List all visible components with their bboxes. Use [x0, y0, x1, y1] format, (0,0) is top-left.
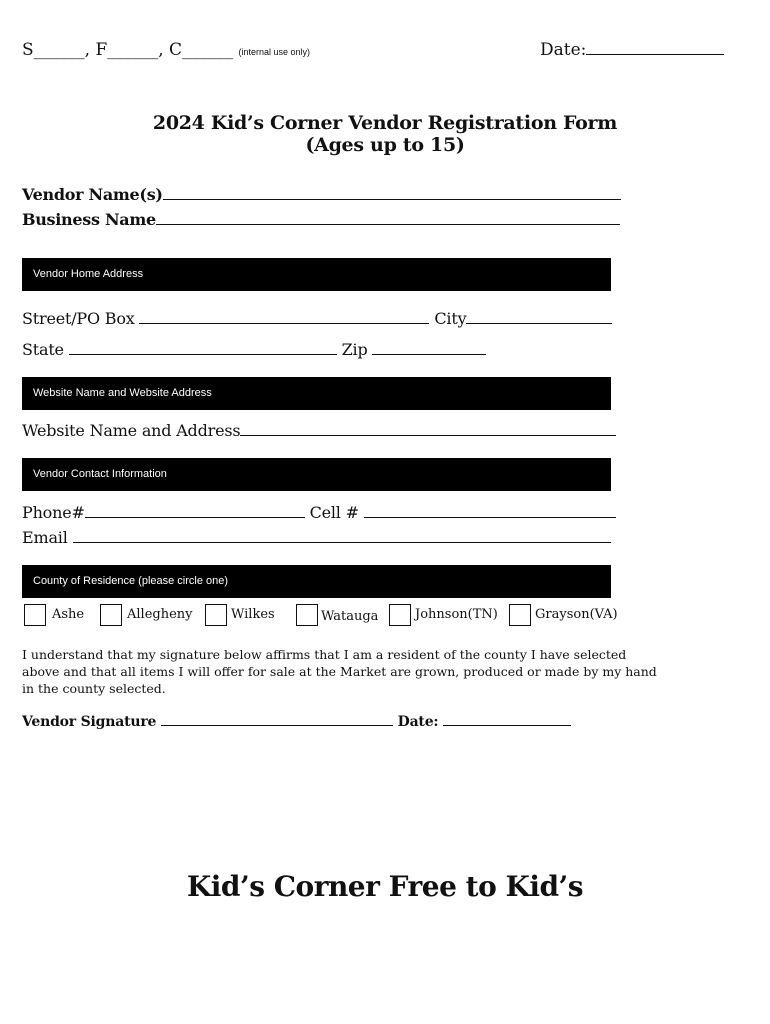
- checkbox-allegheny[interactable]: [100, 604, 122, 626]
- signature-label: Vendor Signature: [22, 714, 157, 730]
- county-label-watauga: Watauga: [321, 609, 379, 624]
- street-label: Street/PO Box: [22, 309, 135, 328]
- signature-row: [22, 712, 571, 730]
- state-field[interactable]: [69, 341, 337, 355]
- checkbox-ashe[interactable]: [24, 604, 46, 626]
- state-row: [22, 340, 486, 359]
- city-label: City: [434, 309, 467, 328]
- section-county: County of Residence (please circle one): [22, 565, 611, 598]
- business-name-label: Business Name: [22, 210, 156, 229]
- internal-codes-text: S______, F______, C______: [22, 40, 234, 60]
- checkbox-wilkes[interactable]: [205, 604, 227, 626]
- zip-label: Zip: [341, 340, 368, 359]
- phone-row: [22, 503, 616, 522]
- form-title-line2: (Ages up to 15): [305, 134, 465, 156]
- affirmation-text: I understand that my signature below affirms that I am a resident of the county I have selected above and that all items I will offer for sale at the Market are grown, produced or made by my hand in the county selected.: [22, 647, 657, 696]
- phone-field[interactable]: [85, 504, 305, 518]
- website-label: Website Name and Address: [22, 421, 241, 440]
- section-website: Website Name and Website Address: [22, 377, 611, 410]
- vendor-names-field[interactable]: [163, 186, 621, 200]
- website-field[interactable]: [240, 422, 616, 436]
- street-field[interactable]: [139, 310, 429, 324]
- cell-label: Cell #: [309, 503, 359, 522]
- county-label-allegheny: Allegheny: [127, 607, 193, 622]
- phone-label: Phone#: [22, 503, 85, 522]
- form-title-line1: 2024 Kid’s Corner Vendor Registration Form: [152, 112, 618, 134]
- top-date-label: Date:: [540, 40, 587, 60]
- email-field[interactable]: [73, 529, 611, 543]
- vendor-names-label: Vendor Name(s): [22, 185, 163, 204]
- section-home-address: Vendor Home Address: [22, 258, 611, 291]
- checkbox-johnson-tn[interactable]: [389, 604, 411, 626]
- zip-field[interactable]: [372, 341, 486, 355]
- county-label-ashe: Ashe: [52, 607, 85, 622]
- city-field[interactable]: [466, 310, 612, 324]
- checkbox-watauga[interactable]: [296, 604, 318, 626]
- website-row: [22, 421, 616, 440]
- internal-codes: [22, 40, 310, 60]
- top-date: [540, 40, 724, 60]
- state-label: State: [22, 340, 64, 359]
- signature-date-field[interactable]: [443, 712, 571, 726]
- footer-heading: Kid’s Corner Free to Kid’s: [186, 870, 584, 903]
- cell-field[interactable]: [364, 504, 616, 518]
- signature-field[interactable]: [161, 712, 393, 726]
- business-name-field[interactable]: [156, 211, 620, 225]
- section-contact: Vendor Contact Information: [22, 458, 611, 491]
- form-title: [0, 112, 770, 156]
- email-row: [22, 528, 611, 547]
- county-label-wilkes: Wilkes: [231, 607, 275, 622]
- business-name-row: [22, 210, 620, 229]
- internal-use-note: (internal use only): [238, 47, 311, 57]
- email-label: Email: [22, 528, 68, 547]
- signature-date-label: Date:: [397, 714, 439, 730]
- street-row: [22, 309, 612, 328]
- checkbox-grayson-va[interactable]: [509, 604, 531, 626]
- vendor-names-row: [22, 185, 621, 204]
- top-date-field[interactable]: [586, 41, 724, 55]
- county-label-johnson-tn: Johnson(TN): [415, 607, 498, 622]
- county-label-grayson-va: Grayson(VA): [535, 607, 618, 622]
